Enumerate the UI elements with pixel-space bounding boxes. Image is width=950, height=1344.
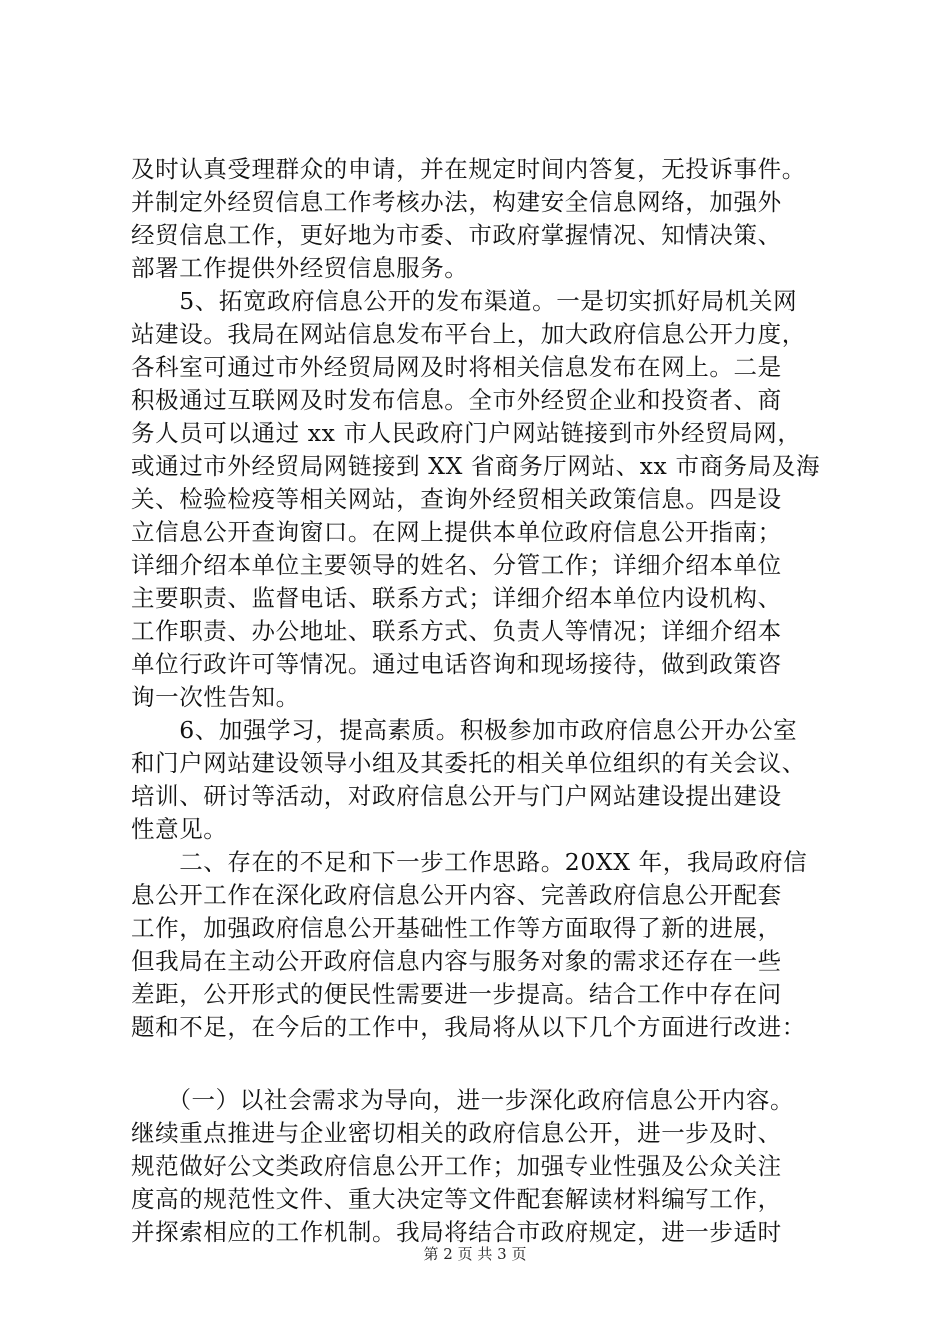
body-text — [131, 153, 831, 1249]
text-line: 询一次性告知。 — [131, 683, 300, 711]
text-line: 6、加强学习，提高素质。积极参加市政府信息公开办公室 — [131, 716, 798, 744]
text-line: 继续重点推进与企业密切相关的政府信息公开，进一步及时、 — [131, 1119, 782, 1147]
text-line: 工作，加强政府信息公开基础性工作等方面取得了新的进展， — [131, 914, 782, 942]
text-line: 二、存在的不足和下一步工作思路。20XX 年，我局政府信 — [131, 848, 808, 876]
text-line: 工作职责、办公地址、联系方式、负责人等情况；详细介绍本 — [131, 617, 782, 645]
text-line: 但我局在主动公开政府信息内容与服务对象的需求还存在一些 — [131, 947, 782, 975]
text-line: 性意见。 — [131, 815, 228, 843]
text-line: 务人员可以通过 xx 市人民政府门户网站链接到市外经贸局网， — [131, 419, 802, 447]
text-line: 主要职责、监督电话、联系方式；详细介绍本单位内设机构、 — [131, 584, 782, 612]
text-line: 及时认真受理群众的申请，并在规定时间内答复，无投诉事件。 — [131, 155, 806, 183]
text-line: 单位行政许可等情况。通过电话咨询和现场接待，做到政策咨 — [131, 650, 782, 678]
text-line: （一）以社会需求为导向，进一步深化政府信息公开内容。 — [131, 1086, 795, 1114]
text-line: 积极通过互联网及时发布信息。全市外经贸企业和投资者、商 — [131, 386, 782, 414]
text-line: 培训、研讨等活动，对政府信息公开与门户网站建设提出建设 — [131, 782, 782, 810]
text-line: 关、检验检疫等相关网站，查询外经贸相关政策信息。四是设 — [131, 485, 782, 513]
text-line: 或通过市外经贸局网链接到 XX 省商务厅网站、xx 市商务局及海 — [131, 452, 821, 480]
text-line: 和门户网站建设领导小组及其委托的相关单位组织的有关会议、 — [131, 749, 806, 777]
text-line: 差距，公开形式的便民性需要进一步提高。结合工作中存在问 — [131, 980, 782, 1008]
page-footer — [0, 1244, 950, 1264]
paragraph-gap — [131, 1044, 831, 1084]
page-number-label: 第 2 页 共 3 页 — [423, 1245, 527, 1263]
text-line: 经贸信息工作，更好地为市委、市政府掌握情况、知情决策、 — [131, 221, 782, 249]
text-line: 立信息公开查询窗口。在网上提供本单位政府信息公开指南； — [131, 518, 782, 546]
text-line: 题和不足，在今后的工作中，我局将从以下几个方面进行改进： — [131, 1013, 806, 1041]
text-line: 站建设。我局在网站信息发布平台上，加大政府信息公开力度， — [131, 320, 806, 348]
text-line: 并探索相应的工作机制。我局将结合市政府规定，进一步适时 — [131, 1218, 782, 1246]
text-line: 规范做好公文类政府信息公开工作；加强专业性强及公众关注 — [131, 1152, 782, 1180]
text-line: 并制定外经贸信息工作考核办法，构建安全信息网络，加强外 — [131, 188, 782, 216]
text-line: 各科室可通过市外经贸局网及时将相关信息发布在网上。二是 — [131, 353, 782, 381]
text-line: 5、拓宽政府信息公开的发布渠道。一是切实抓好局机关网 — [131, 287, 798, 315]
text-line: 详细介绍本单位主要领导的姓名、分管工作；详细介绍本单位 — [131, 551, 782, 579]
text-line: 息公开工作在深化政府信息公开内容、完善政府信息公开配套 — [131, 881, 782, 909]
text-line: 度高的规范性文件、重大决定等文件配套解读材料编写工作， — [131, 1185, 782, 1213]
text-line: 部署工作提供外经贸信息服务。 — [131, 254, 469, 282]
